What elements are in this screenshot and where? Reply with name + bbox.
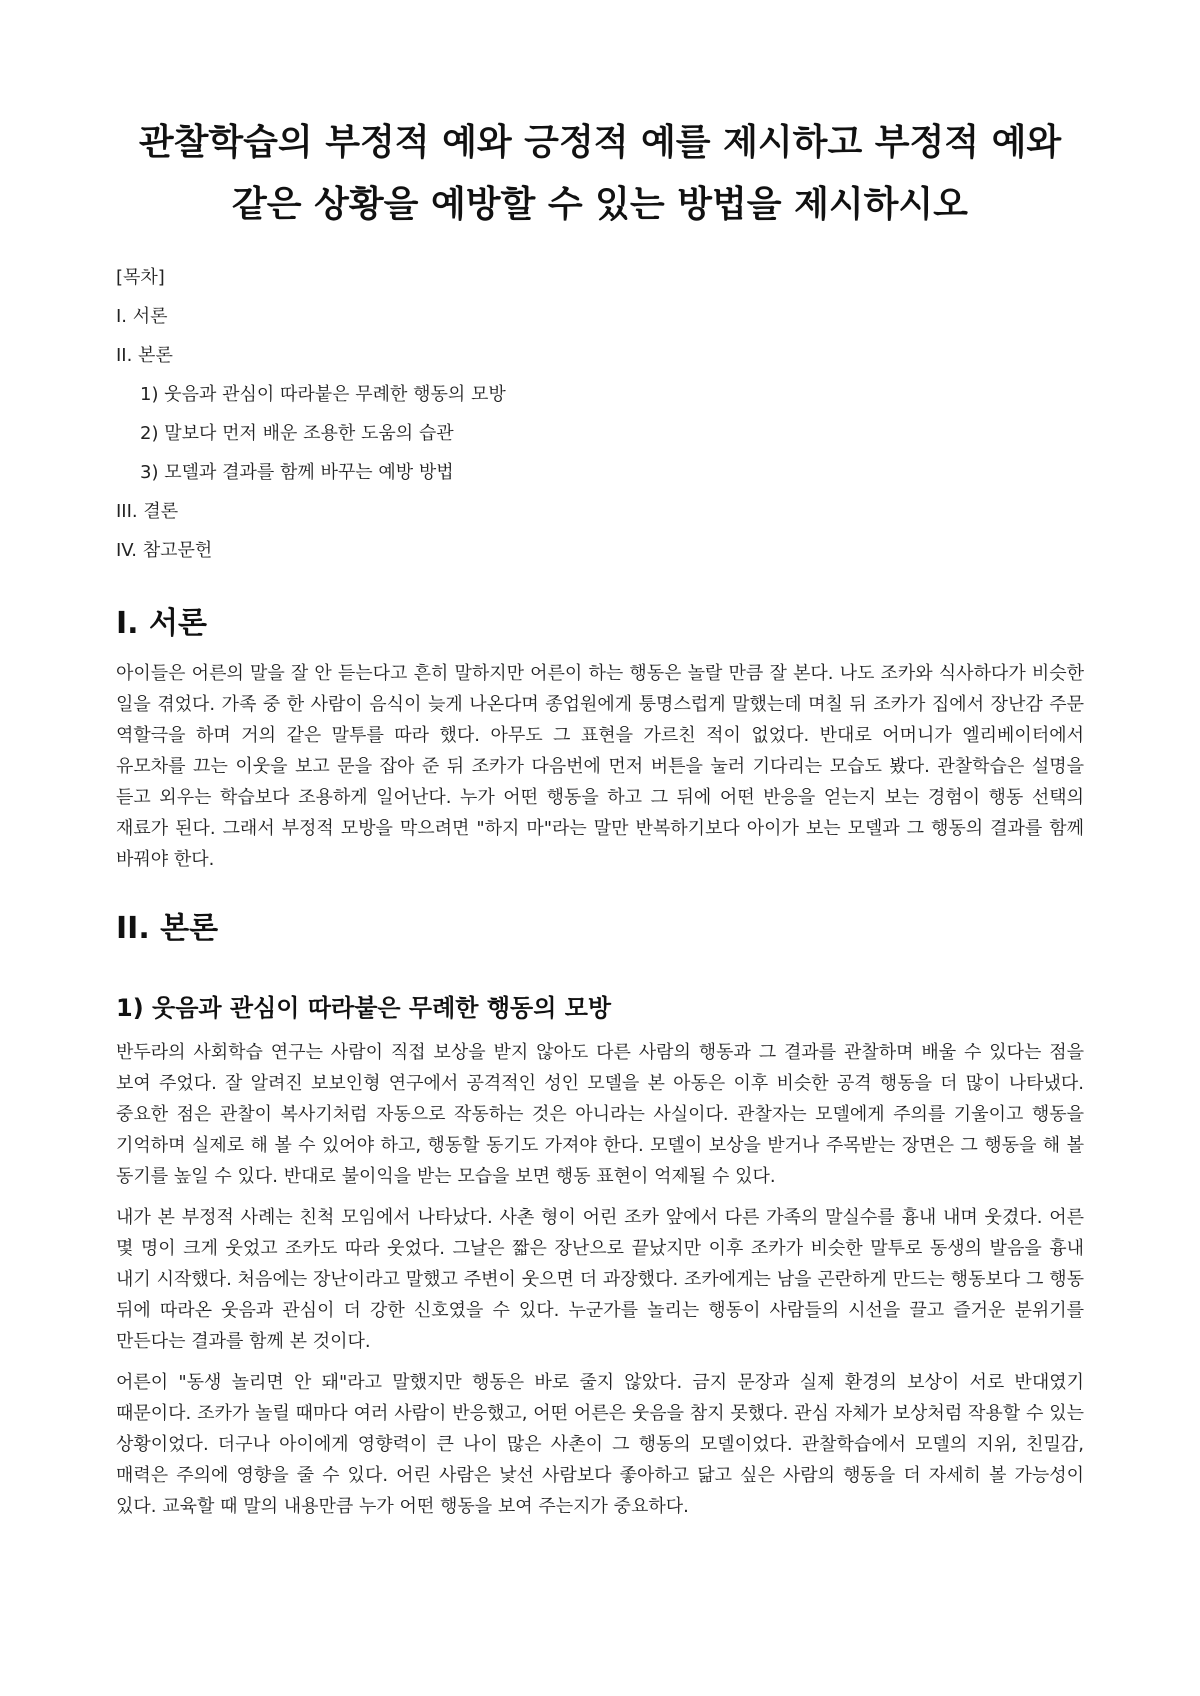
toc-item-conclusion: III. 결론 bbox=[116, 501, 179, 522]
toc-item-body: II. 본론 bbox=[116, 345, 173, 366]
body-paragraph: 내가 본 부정적 사례는 친척 모임에서 나타났다. 사촌 형이 어린 조카 앞에서 다른 가족의 말실수를 흉내 내며 웃겼다. 어른 몇 명이 크게 웃었고 조카도 따라 웃었다. 그날은 짧은 장난으로 끝났지만 이후 조카가 비슷한 말투로 동생의 발음을 흉내 내기 시작했다. 처음에는 장난이라고 말했고 주변이 웃으면 더 과장했다. 조카에게는 남을 곤란하게 만드는 행동보다 그 행동 뒤에 따라온 웃음과 관심이 더 강한 신호였을 수 있다. 누군가를 놀리는 행동이 사람들의 시선을 끌고 즐거운 분위기를 만든다는 결과를 함께 본 것이다. bbox=[116, 1207, 1084, 1352]
toc-item-references: IV. 참고문헌 bbox=[116, 540, 213, 561]
section-heading-intro: I. 서론 bbox=[116, 606, 207, 641]
document-title: 관찰학습의 부정적 예와 긍정적 예를 제시하고 부정적 예와 같은 상황을 예방할 수 있는 방법을 제시하시오 bbox=[138, 122, 1062, 225]
toc-item-body-2: 2) 말보다 먼저 배운 조용한 도움의 습관 bbox=[140, 423, 454, 444]
body-paragraph: 어른이 "동생 놀리면 안 돼"라고 말했지만 행동은 바로 줄지 않았다. 금지 문장과 실제 환경의 보상이 서로 반대였기 때문이다. 조카가 놀릴 때마다 여러 사람이 반응했고, 어떤 어른은 웃음을 참지 못했다. 관심 자체가 보상처럼 작용할 수 있는 상황이었다. 더구나 아이에게 영향력이 큰 나이 많은 사촌이 그 행동의 모델이었다. 관찰학습에서 모델의 지위, 친밀감, 매력은 주의에 영향을 줄 수 있다. 어린 사람은 낯선 사람보다 좋아하고 닮고 싶은 사람의 행동을 더 자세히 볼 가능성이 있다. 교육할 때 말의 내용만큼 누가 어떤 행동을 보여 주는지가 중요하다. bbox=[116, 1372, 1084, 1517]
toc-item-body-3: 3) 모델과 결과를 함께 바꾸는 예방 방법 bbox=[140, 462, 454, 483]
toc-item-body-1: 1) 웃음과 관심이 따라붙은 무례한 행동의 모방 bbox=[140, 384, 506, 405]
toc-item-intro: I. 서론 bbox=[116, 306, 168, 327]
intro-paragraph: 아이들은 어른의 말을 잘 안 듣는다고 흔히 말하지만 어른이 하는 행동은 놀랄 만큼 잘 본다. 나도 조카와 식사하다가 비슷한 일을 겪었다. 가족 중 한 사람이 음식이 늦게 나온다며 종업원에게 퉁명스럽게 말했는데 며칠 뒤 조카가 집에서 장난감 주문 역할극을 하며 거의 같은 말투를 따라 했다. 아무도 그 표현을 가르친 적이 없었다. 반대로 어머니가 엘리베이터에서 유모차를 끄는 이웃을 보고 문을 잡아 준 뒤 조카가 다음번에 먼저 버튼을 눌러 기다리는 모습도 봤다. 관찰학습은 설명을 듣고 외우는 학습보다 조용하게 일어난다. 누가 어떤 행동을 하고 그 뒤에 어떤 반응을 얻는지 보는 경험이 행동 선택의 재료가 된다. 그래서 부정적 모방을 막으려면 "하지 마"라는 말만 반복하기보다 아이가 보는 모델과 그 행동의 결과를 함께 바꿔야 한다. bbox=[116, 663, 1084, 870]
section-heading-body: II. 본론 bbox=[116, 911, 219, 946]
body-paragraph: 반두라의 사회학습 연구는 사람이 직접 보상을 받지 않아도 다른 사람의 행동과 그 결과를 관찰하며 배울 수 있다는 점을 보여 주었다. 잘 알려진 보보인형 연구에서 공격적인 성인 모델을 본 아동은 이후 비슷한 공격 행동을 더 많이 나타냈다. 중요한 점은 관찰이 복사기처럼 자동으로 작동하는 것은 아니라는 사실이다. 관찰자는 모델에게 주의를 기울이고 행동을 기억하며 실제로 해 볼 수 있어야 하고, 행동할 동기도 가져야 한다. 모델이 보상을 받거나 주목받는 장면은 그 행동을 해 볼 동기를 높일 수 있다. 반대로 불이익을 받는 모습을 보면 행동 표현이 억제될 수 있다. bbox=[116, 1042, 1084, 1187]
toc-heading: [목차] bbox=[116, 267, 165, 288]
subsection-heading-1: 1) 웃음과 관심이 따라붙은 무례한 행동의 모방 bbox=[116, 994, 612, 1022]
table-of-contents bbox=[116, 258, 1084, 570]
